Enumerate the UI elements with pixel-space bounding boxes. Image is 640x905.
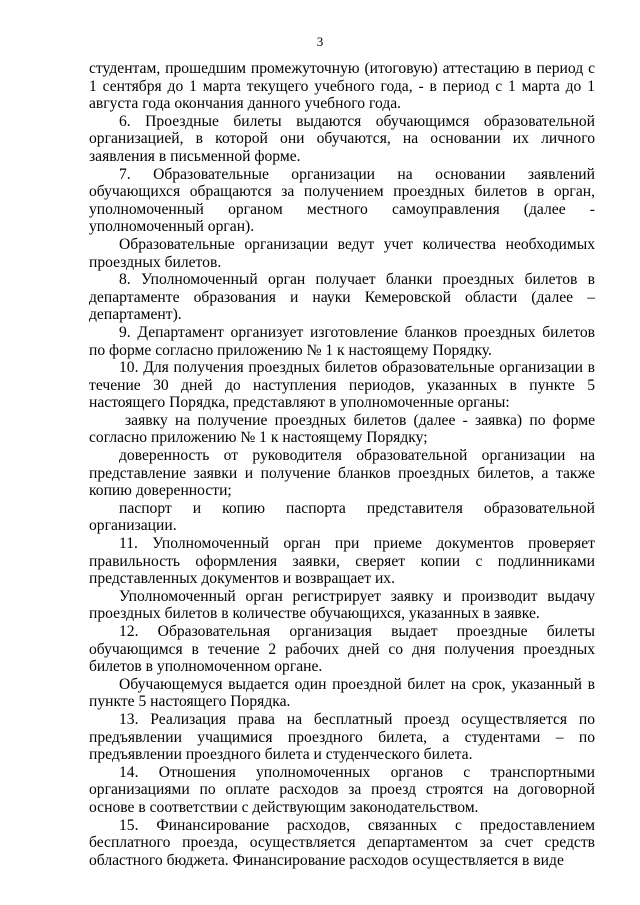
paragraph-item-10: 10. Для получения проездных билетов образовательные организации в течение 30 дней до наступления периодов, указанных в пункте 5 настоящего Порядка, представляют в уполномоченные органы: bbox=[89, 359, 595, 412]
paragraph-item-7: 7. Образовательные организации на основании заявлений обучающихся обращаются за получением проездных билетов в орган, уполномоченный органом местного самоуправления (далее - уполномоченный орган). bbox=[89, 165, 595, 236]
paragraph-item-8: 8. Уполномоченный орган получает бланки проездных билетов в департаменте образования и науки Кемеровской области (далее – департамент). bbox=[89, 271, 595, 324]
body-text bbox=[89, 60, 595, 869]
paragraph-item-15: 15. Финансирование расходов, связанных с предоставлением бесплатного проезда, осуществляется департаментом за счет средств областного бюджета. Финансирование расходов осуществляется в виде bbox=[89, 816, 595, 869]
paragraph-power-of-attorney: доверенность от руководителя образовательной организации на представление заявки и получение бланков проездных билетов, а также копию доверенности; bbox=[89, 447, 595, 500]
paragraph-item-11: 11. Уполномоченный орган при приеме документов проверяет правильность оформления заявки, сверяет копии с подлинниками представленных документов и возвращает их. bbox=[89, 535, 595, 588]
paragraph-application: заявку на получение проездных билетов (далее - заявка) по форме согласно приложению № 1 к настоящему Порядку; bbox=[89, 411, 595, 447]
paragraph-item-13: 13. Реализация права на бесплатный проезд осуществляется по предъявлении учащимися проездного билета, а студентами – по предъявлении проездного билета и студенческого билета. bbox=[89, 710, 595, 764]
paragraph-passport: паспорт и копию паспорта представителя образовательной организации. bbox=[89, 499, 595, 535]
paragraph-registration: Уполномоченный орган регистрирует заявку и производит выдачу проездных билетов в количестве обучающихся, указанных в заявке. bbox=[89, 587, 595, 623]
paragraph-item-9: 9. Департамент организует изготовление бланков проездных билетов по форме согласно приложению № 1 к настоящему Порядку. bbox=[89, 323, 595, 359]
paragraph-accounting: Образовательные организации ведут учет количества необходимых проездных билетов. bbox=[89, 235, 595, 271]
paragraph-item-12: 12. Образовательная организация выдает проездные билеты обучающимся в течение 2 рабочих дней со дня получения проездных билетов в уполномоченном органе. bbox=[89, 623, 595, 676]
paragraph-item-14: 14. Отношения уполномоченных органов с транспортными организациями по оплате расходов за проезд строятся на договорной основе в соответствии с действующим законодательством. bbox=[89, 763, 595, 816]
paragraph-single-ticket: Обучающемуся выдается один проездной билет на срок, указанный в пункте 5 настоящего Порядка. bbox=[89, 675, 595, 711]
page-number: 3 bbox=[316, 34, 324, 49]
paragraph-continuation: студентам, прошедшим промежуточную (итоговую) аттестацию в период с 1 сентября до 1 марта текущего учебного года, - в период с 1 марта до 1 августа года окончания данного учебного года. bbox=[89, 60, 595, 113]
paragraph-item-6: 6. Проездные билеты выдаются обучающимся образовательной организацией, в которой они обучаются, на основании их личного заявления в письменной форме. bbox=[89, 112, 595, 165]
